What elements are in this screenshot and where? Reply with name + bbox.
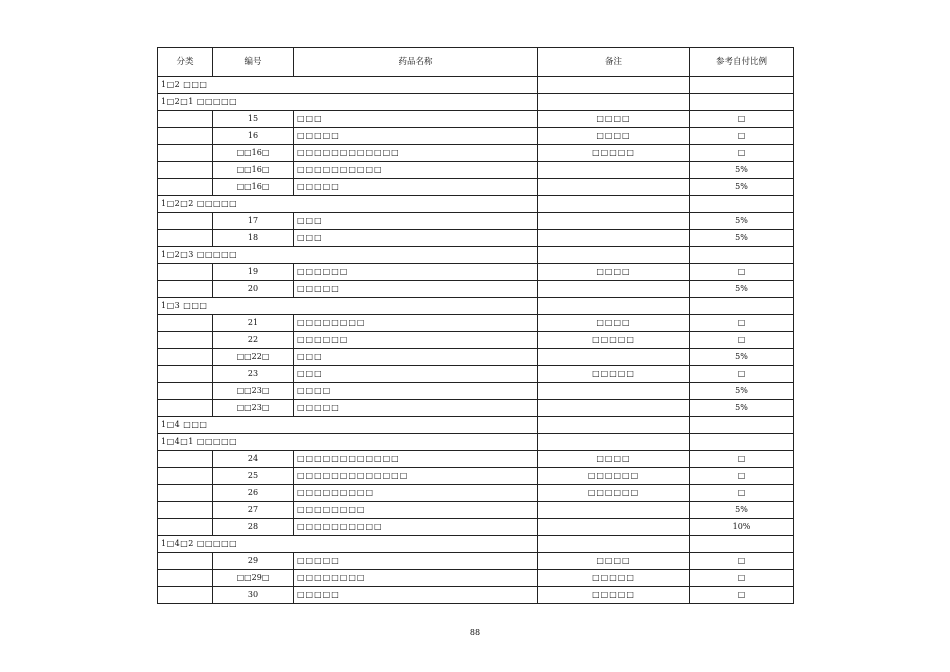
remarks-cell (538, 213, 690, 230)
number-cell: □□22□ (213, 349, 294, 366)
drug-name-cell: □□□□□ (294, 179, 538, 196)
drug-name-cell: □□□□□□□□□□□□ (294, 451, 538, 468)
number-cell: 20 (213, 281, 294, 298)
category-cell (158, 230, 213, 247)
drug-name-cell: □□□□ (294, 383, 538, 400)
remarks-cell (538, 230, 690, 247)
category-row (158, 434, 794, 451)
category-cell (158, 570, 213, 587)
category-cell (158, 264, 213, 281)
ratio-cell: □ (690, 128, 794, 145)
table-row (158, 587, 794, 604)
ratio-cell (690, 77, 794, 94)
remarks-cell (538, 162, 690, 179)
table-row (158, 502, 794, 519)
remarks-cell: □□□□□ (538, 366, 690, 383)
drug-name-cell: □□□□□□ (294, 332, 538, 349)
ratio-cell (690, 247, 794, 264)
table-body (158, 77, 794, 604)
remarks-cell: □□□□□ (538, 587, 690, 604)
table-row (158, 230, 794, 247)
number-cell: 19 (213, 264, 294, 281)
drug-name-cell: □□□□□ (294, 281, 538, 298)
ratio-cell: □ (690, 553, 794, 570)
category-label: 1□2□1 □□□□□ (158, 94, 538, 111)
remarks-cell: □□□□□ (538, 332, 690, 349)
drug-name-cell: □□□□□□□□□□ (294, 519, 538, 536)
remarks-cell: □□□□ (538, 128, 690, 145)
table-row (158, 332, 794, 349)
category-cell (158, 553, 213, 570)
number-cell: □□23□ (213, 400, 294, 417)
category-cell (158, 315, 213, 332)
drug-name-cell: □□□ (294, 230, 538, 247)
number-cell: 18 (213, 230, 294, 247)
header-ratio: 参考自付比例 (690, 48, 794, 77)
category-cell (158, 179, 213, 196)
category-cell (158, 519, 213, 536)
category-cell (158, 400, 213, 417)
ratio-cell: 5% (690, 213, 794, 230)
remarks-cell (538, 94, 690, 111)
ratio-cell: 5% (690, 349, 794, 366)
ratio-cell: □ (690, 587, 794, 604)
ratio-cell: 5% (690, 162, 794, 179)
header-remarks: 备注 (538, 48, 690, 77)
table-row (158, 570, 794, 587)
number-cell: 17 (213, 213, 294, 230)
ratio-cell: □ (690, 485, 794, 502)
number-cell: 25 (213, 468, 294, 485)
drug-name-cell: □□□□□□□□□□□□ (294, 145, 538, 162)
category-cell (158, 468, 213, 485)
category-label: 1□2□2 □□□□□ (158, 196, 538, 213)
table-row (158, 213, 794, 230)
drug-name-cell: □□□□□ (294, 400, 538, 417)
category-cell (158, 383, 213, 400)
category-cell (158, 213, 213, 230)
ratio-cell: □ (690, 145, 794, 162)
remarks-cell (538, 179, 690, 196)
remarks-cell (538, 383, 690, 400)
number-cell: 30 (213, 587, 294, 604)
category-cell (158, 366, 213, 383)
ratio-cell (690, 298, 794, 315)
category-label: 1□2 □□□ (158, 77, 538, 94)
ratio-cell: 5% (690, 502, 794, 519)
remarks-cell (538, 247, 690, 264)
table-row (158, 145, 794, 162)
remarks-cell (538, 434, 690, 451)
category-row (158, 77, 794, 94)
ratio-cell: 5% (690, 230, 794, 247)
table-row (158, 383, 794, 400)
number-cell: 16 (213, 128, 294, 145)
ratio-cell (690, 196, 794, 213)
ratio-cell: 5% (690, 179, 794, 196)
category-label: 1□4□2 □□□□□ (158, 536, 538, 553)
number-cell: 27 (213, 502, 294, 519)
category-row (158, 417, 794, 434)
number-cell: 23 (213, 366, 294, 383)
remarks-cell (538, 298, 690, 315)
ratio-cell: 5% (690, 383, 794, 400)
category-cell (158, 349, 213, 366)
header-drug-name: 药品名称 (294, 48, 538, 77)
category-cell (158, 162, 213, 179)
drug-name-cell: □□□□□□□□ (294, 570, 538, 587)
remarks-cell: □□□□ (538, 111, 690, 128)
category-cell (158, 128, 213, 145)
remarks-cell: □□□□□ (538, 145, 690, 162)
drug-name-cell: □□□ (294, 349, 538, 366)
table-row (158, 128, 794, 145)
ratio-cell: 5% (690, 400, 794, 417)
category-cell (158, 451, 213, 468)
category-label: 1□4 □□□ (158, 417, 538, 434)
ratio-cell (690, 417, 794, 434)
drug-table (157, 47, 794, 604)
number-cell: □□23□ (213, 383, 294, 400)
number-cell: 26 (213, 485, 294, 502)
ratio-cell: 5% (690, 281, 794, 298)
remarks-cell: □□□□□ (538, 570, 690, 587)
number-cell: □□16□ (213, 162, 294, 179)
table-row (158, 281, 794, 298)
number-cell: 21 (213, 315, 294, 332)
ratio-cell: □ (690, 111, 794, 128)
number-cell: □□16□ (213, 179, 294, 196)
table-row (158, 111, 794, 128)
category-label: 1□3 □□□ (158, 298, 538, 315)
category-cell (158, 281, 213, 298)
ratio-cell: 10% (690, 519, 794, 536)
number-cell: 22 (213, 332, 294, 349)
table-row (158, 400, 794, 417)
drug-name-cell: □□□ (294, 213, 538, 230)
drug-name-cell: □□□ (294, 366, 538, 383)
category-row (158, 247, 794, 264)
category-row (158, 94, 794, 111)
drug-name-cell: □□□□□ (294, 128, 538, 145)
table-row (158, 451, 794, 468)
drug-name-cell: □□□□□ (294, 587, 538, 604)
ratio-cell (690, 94, 794, 111)
table-header-row (158, 48, 794, 77)
header-number: 编号 (213, 48, 294, 77)
table-row (158, 162, 794, 179)
table-row (158, 349, 794, 366)
remarks-cell (538, 502, 690, 519)
remarks-cell (538, 77, 690, 94)
remarks-cell: □□□□ (538, 451, 690, 468)
ratio-cell: □ (690, 264, 794, 281)
remarks-cell: □□□□□□ (538, 468, 690, 485)
drug-name-cell: □□□□□□□□□□ (294, 162, 538, 179)
category-cell (158, 485, 213, 502)
remarks-cell (538, 196, 690, 213)
page-number: 88 (469, 628, 481, 637)
remarks-cell: □□□□□□ (538, 485, 690, 502)
ratio-cell: □ (690, 315, 794, 332)
table-row (158, 315, 794, 332)
number-cell: □□29□ (213, 570, 294, 587)
number-cell: 29 (213, 553, 294, 570)
remarks-cell (538, 536, 690, 553)
table-row (158, 366, 794, 383)
ratio-cell: □ (690, 570, 794, 587)
ratio-cell (690, 536, 794, 553)
ratio-cell: □ (690, 468, 794, 485)
ratio-cell (690, 434, 794, 451)
number-cell: 15 (213, 111, 294, 128)
category-cell (158, 332, 213, 349)
drug-name-cell: □□□□□□□□□ (294, 485, 538, 502)
category-cell (158, 145, 213, 162)
ratio-cell: □ (690, 332, 794, 349)
remarks-cell: □□□□ (538, 553, 690, 570)
table-row (158, 179, 794, 196)
table-row (158, 553, 794, 570)
number-cell: □□16□ (213, 145, 294, 162)
remarks-cell (538, 417, 690, 434)
drug-name-cell: □□□ (294, 111, 538, 128)
number-cell: 28 (213, 519, 294, 536)
table-row (158, 468, 794, 485)
remarks-cell (538, 519, 690, 536)
category-row (158, 298, 794, 315)
remarks-cell: □□□□ (538, 264, 690, 281)
ratio-cell: □ (690, 366, 794, 383)
category-cell (158, 502, 213, 519)
table-row (158, 485, 794, 502)
drug-name-cell: □□□□□□ (294, 264, 538, 281)
drug-name-cell: □□□□□ (294, 553, 538, 570)
category-cell (158, 111, 213, 128)
category-label: 1□4□1 □□□□□ (158, 434, 538, 451)
ratio-cell: □ (690, 451, 794, 468)
remarks-cell (538, 281, 690, 298)
category-row (158, 536, 794, 553)
remarks-cell: □□□□ (538, 315, 690, 332)
category-row (158, 196, 794, 213)
header-category: 分类 (158, 48, 213, 77)
category-cell (158, 587, 213, 604)
category-label: 1□2□3 □□□□□ (158, 247, 538, 264)
drug-name-cell: □□□□□□□□ (294, 502, 538, 519)
drug-name-cell: □□□□□□□□□□□□□ (294, 468, 538, 485)
table-row (158, 519, 794, 536)
table-row (158, 264, 794, 281)
drug-name-cell: □□□□□□□□ (294, 315, 538, 332)
remarks-cell (538, 349, 690, 366)
number-cell: 24 (213, 451, 294, 468)
remarks-cell (538, 400, 690, 417)
